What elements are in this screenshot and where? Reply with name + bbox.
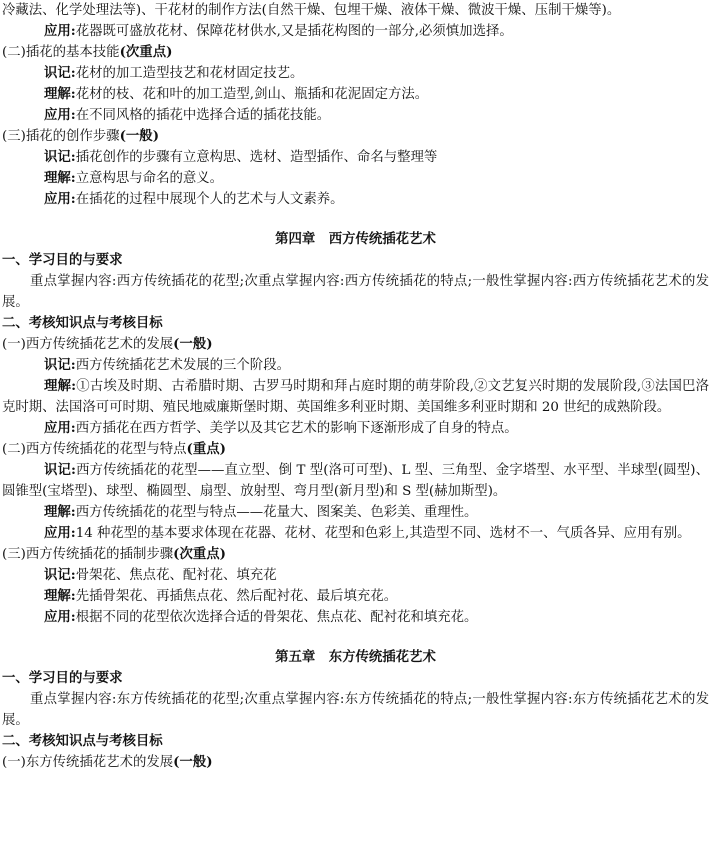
- understand-text: 西方传统插花的花型与特点——花量大、图案美、色彩美、重理性。: [75, 505, 478, 520]
- application-line: [2, 21, 709, 42]
- label-understand: 理解:: [44, 86, 76, 102]
- application-line: [2, 523, 709, 544]
- label-understand: 理解:: [44, 378, 77, 394]
- part-heading: 一、学习目的与要求: [2, 252, 123, 268]
- memorize-line: [2, 147, 709, 168]
- section-heading: [2, 752, 709, 773]
- requirements-paragraph: 重点掌握内容:西方传统插花的花型;次重点掌握内容:西方传统插花的特点;一般性掌握内容:西方传统插花艺术的发展。: [2, 274, 709, 310]
- label-memorize: 识记:: [44, 567, 76, 583]
- understand-line: [2, 502, 709, 523]
- section-level: (重点): [186, 441, 226, 457]
- application-text: 西方插花在西方哲学、美学以及其它艺术的影响下逐渐形成了自身的特点。: [75, 421, 518, 436]
- label-memorize: 识记:: [44, 149, 76, 165]
- label-application: 应用:: [44, 23, 76, 39]
- memorize-line: [2, 460, 709, 502]
- section-heading: [2, 126, 709, 147]
- understand-line: [2, 376, 709, 418]
- chapter-title: 第四章 西方传统插花艺术: [275, 231, 436, 247]
- label-memorize: 识记:: [44, 65, 76, 81]
- section-heading: [2, 544, 709, 565]
- memorize-text: 花材的加工造型技艺和花材固定技艺。: [75, 66, 304, 81]
- understand-line: [2, 586, 709, 607]
- section-title: (二)西方传统插花的花型与特点: [2, 442, 187, 457]
- application-line: [2, 418, 709, 439]
- application-text: 在插花的过程中展现个人的艺术与人文素养。: [75, 192, 344, 207]
- section-heading: [2, 42, 709, 63]
- understand-line: [2, 84, 709, 105]
- understand-text: 立意构思与命名的意义。: [75, 171, 224, 186]
- section-level: (一般): [173, 754, 213, 770]
- memorize-line: [2, 63, 709, 84]
- part-heading: 一、学习目的与要求: [2, 670, 123, 686]
- application-text: 花器既可盛放花材、保障花材供水,又是插花构图的一部分,必须慎加选择。: [75, 24, 513, 39]
- section-level: (一般): [119, 128, 160, 144]
- label-application: 应用:: [44, 107, 76, 123]
- understand-line: [2, 168, 709, 189]
- label-application: 应用:: [44, 525, 76, 541]
- section-level: (次重点): [119, 44, 173, 60]
- label-understand: 理解:: [44, 588, 76, 604]
- label-memorize: 识记:: [44, 357, 76, 373]
- chapter-title: 第五章 东方传统插花艺术: [275, 649, 436, 665]
- requirements-paragraph: 重点掌握内容:东方传统插花的花型;次重点掌握内容:东方传统插花的特点;一般性掌握内容:东方传统插花艺术的发展。: [2, 692, 709, 728]
- section-title: (三)西方传统插花的插制步骤: [2, 547, 174, 562]
- label-memorize: 识记:: [44, 462, 76, 478]
- memorize-text: 西方传统插花的花型——直立型、倒 T 型(洛可可型)、L 型、三角型、金字塔型、水平型、半球型(圆型)、圆锥型(宝塔型)、球型、椭圆型、扇型、放射型、弯月型(新月型)和 S 型(赫加斯型)。: [2, 463, 709, 499]
- application-text: 在不同风格的插花中选择合适的插花技能。: [75, 108, 331, 123]
- application-line: [2, 607, 709, 628]
- section-title: (二)插花的基本技能: [2, 45, 120, 60]
- understand-text: ①古埃及时期、古希腊时期、古罗马时期和拜占庭时期的萌芽阶段,②文艺复兴时期的发展阶段,③法国巴洛克时期、法国洛可可时期、殖民地威廉斯堡时期、英国维多利亚时期、美国维多利亚时期和 20 世纪的成熟阶段。: [2, 379, 709, 415]
- label-application: 应用:: [44, 191, 76, 207]
- understand-text: 花材的枝、花和叶的加工造型,剑山、瓶插和花泥固定方法。: [75, 87, 429, 102]
- application-line: [2, 189, 709, 210]
- label-understand: 理解:: [44, 170, 76, 186]
- understand-text: 先插骨架花、再插焦点花、然后配衬花、最后填充花。: [75, 589, 398, 604]
- label-application: 应用:: [44, 609, 76, 625]
- section-title: (一)西方传统插花艺术的发展: [2, 337, 174, 352]
- memorize-line: [2, 565, 709, 586]
- memorize-text: 插花创作的步骤有立意构思、选材、造型插作、命名与整理等: [75, 150, 438, 165]
- section-title: (三)插花的创作步骤: [2, 129, 120, 144]
- memorize-text: 西方传统插花艺术发展的三个阶段。: [75, 358, 290, 373]
- part-heading: 二、考核知识点与考核目标: [2, 733, 163, 749]
- label-application: 应用:: [44, 420, 76, 436]
- section-level: (一般): [173, 336, 213, 352]
- section-heading: [2, 439, 709, 460]
- label-understand: 理解:: [44, 504, 76, 520]
- application-line: [2, 105, 709, 126]
- part-heading: 二、考核知识点与考核目标: [2, 315, 163, 331]
- memorize-text: 骨架花、焦点花、配衬花、填充花: [75, 568, 277, 583]
- section-level: (次重点): [173, 546, 226, 562]
- section-title: (一)东方传统插花艺术的发展: [2, 755, 174, 770]
- memorize-line: [2, 355, 709, 376]
- application-text: 根据不同的花型依次选择合适的骨架花、焦点花、配衬花和填充花。: [75, 610, 478, 625]
- continued-text: 冷藏法、化学处理法等)、干花材的制作方法(自然干燥、包埋干燥、液体干燥、微波干燥、压制干燥等)。: [2, 3, 621, 18]
- application-text: 14 种花型的基本要求体现在花器、花材、花型和色彩上,其造型不同、选材不一、气质各异、应用有别。: [75, 526, 691, 541]
- section-heading: [2, 334, 709, 355]
